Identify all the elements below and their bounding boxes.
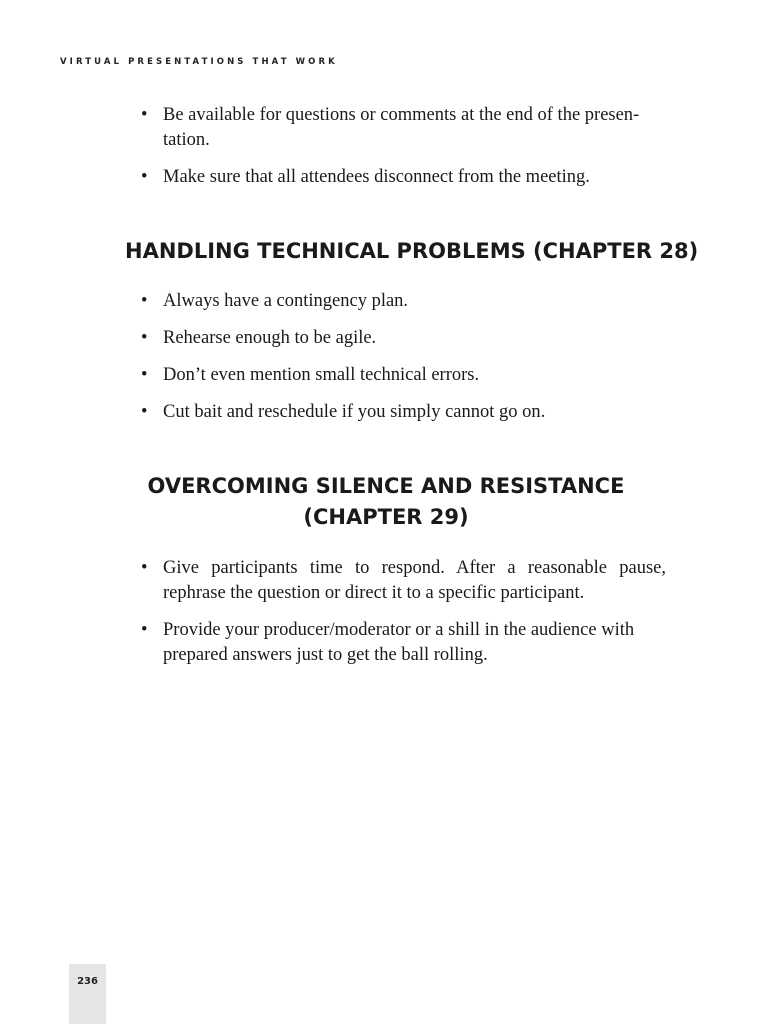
- intro-bullet-list: [140, 103, 666, 202]
- list-item: • Don’t even mention small technical errors.: [140, 363, 666, 388]
- technical-problems-list: [140, 289, 666, 437]
- section-heading-technical-problems: HANDLING TECHNICAL PROBLEMS (CHAPTER 28): [125, 239, 699, 263]
- list-item: • Give participants time to respond. After a reasonable pause, rephrase the question or direct it to a specific participant.: [140, 556, 666, 606]
- page-number: 236: [77, 976, 98, 987]
- silence-resistance-list: [140, 556, 666, 680]
- list-item: • Provide your producer/moderator or a shill in the audience with prepared answers just to get the ball rolling.: [140, 618, 666, 668]
- running-header: VIRTUAL PRESENTATIONS THAT WORK: [60, 57, 338, 67]
- heading-line: OVERCOMING SILENCE AND RESISTANCE: [147, 474, 625, 498]
- list-item: • Make sure that all attendees disconnect from the meeting.: [140, 165, 666, 190]
- heading-line: (CHAPTER 29): [303, 505, 469, 529]
- list-item: • Rehearse enough to be agile.: [140, 326, 666, 351]
- list-item: • Cut bait and reschedule if you simply cannot go on.: [140, 400, 666, 425]
- list-item: • Be available for questions or comments at the end of the presen- tation.: [140, 103, 666, 153]
- page-number-tab: [69, 964, 106, 1024]
- section-heading-silence-resistance: [86, 471, 686, 533]
- list-item: • Always have a contingency plan.: [140, 289, 666, 314]
